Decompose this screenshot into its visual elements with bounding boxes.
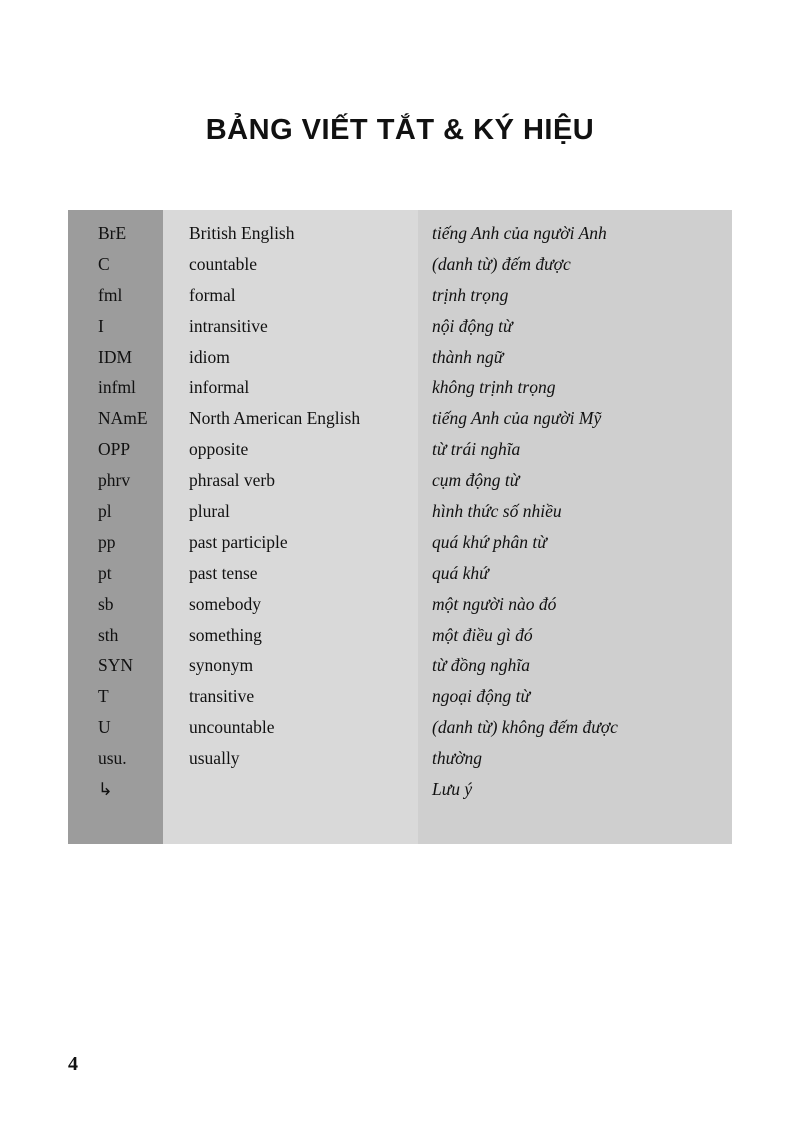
english-meaning: intransitive bbox=[189, 315, 268, 336]
vietnamese-meaning: trịnh trọng bbox=[432, 284, 509, 305]
table-row bbox=[0, 624, 800, 655]
abbreviation-table bbox=[0, 222, 800, 809]
vietnamese-meaning: (danh từ) đếm được bbox=[432, 253, 571, 274]
page-title: BẢNG VIẾT TẮT & KÝ HIỆU bbox=[205, 114, 595, 146]
vietnamese-meaning: tiếng Anh của người Anh bbox=[432, 223, 607, 243]
page-number: 4 bbox=[68, 1053, 78, 1075]
english-meaning: uncountable bbox=[189, 717, 275, 738]
english-meaning: phrasal verb bbox=[189, 470, 276, 491]
abbreviation: IDM bbox=[98, 346, 133, 367]
table-row bbox=[0, 654, 800, 685]
table-row bbox=[0, 407, 800, 438]
table-row bbox=[0, 376, 800, 407]
vietnamese-meaning: một điều gì đó bbox=[432, 624, 533, 645]
vietnamese-meaning: quá khứ bbox=[432, 562, 489, 583]
table-row bbox=[0, 284, 800, 315]
english-meaning: countable bbox=[189, 253, 258, 274]
abbreviation: OPP bbox=[98, 439, 131, 460]
english-meaning: opposite bbox=[189, 439, 249, 460]
table-row bbox=[0, 747, 800, 778]
english-meaning: North American English bbox=[189, 408, 361, 429]
english-meaning: something bbox=[189, 624, 262, 645]
abbreviation: pp bbox=[98, 531, 116, 552]
english-meaning: synonym bbox=[189, 655, 254, 676]
vietnamese-meaning: tiếng Anh của người Mỹ bbox=[432, 408, 602, 429]
vietnamese-meaning: quá khứ phân từ bbox=[432, 531, 547, 552]
vietnamese-meaning: từ trái nghĩa bbox=[432, 439, 521, 460]
abbreviation: fml bbox=[98, 284, 123, 305]
abbreviation: usu. bbox=[98, 748, 127, 769]
abbreviation: sb bbox=[98, 593, 114, 614]
abbreviation: SYN bbox=[98, 655, 134, 676]
vietnamese-meaning: Lưu ý bbox=[432, 779, 473, 800]
note-arrow-icon: ↳ bbox=[98, 779, 113, 800]
vietnamese-meaning: không trịnh trọng bbox=[432, 377, 556, 398]
table-row bbox=[0, 222, 800, 253]
table-row bbox=[0, 531, 800, 562]
abbreviation: I bbox=[98, 315, 104, 336]
english-meaning: informal bbox=[189, 377, 250, 398]
vietnamese-meaning: từ đồng nghĩa bbox=[432, 655, 531, 676]
vietnamese-meaning: hình thức số nhiều bbox=[432, 501, 562, 522]
table-row bbox=[0, 500, 800, 531]
abbreviation: NAmE bbox=[98, 408, 148, 429]
table-row bbox=[0, 253, 800, 284]
table-row bbox=[0, 438, 800, 469]
english-meaning: somebody bbox=[189, 593, 261, 614]
table-row bbox=[0, 346, 800, 377]
abbreviation: phrv bbox=[98, 470, 131, 491]
abbreviation: BrE bbox=[98, 223, 127, 243]
vietnamese-meaning: (danh từ) không đếm được bbox=[432, 717, 618, 738]
vietnamese-meaning: nội động từ bbox=[432, 315, 513, 336]
abbreviation: T bbox=[98, 686, 109, 707]
table-row bbox=[0, 778, 800, 809]
abbreviation: sth bbox=[98, 624, 119, 645]
abbreviation: C bbox=[98, 253, 110, 274]
english-meaning: formal bbox=[189, 284, 236, 305]
english-meaning: plural bbox=[189, 501, 230, 522]
table-row bbox=[0, 469, 800, 500]
english-meaning: past tense bbox=[189, 562, 258, 583]
vietnamese-meaning: ngoại động từ bbox=[432, 686, 531, 707]
english-meaning: idiom bbox=[189, 346, 230, 367]
abbreviation: pt bbox=[98, 562, 112, 583]
english-meaning: British English bbox=[189, 223, 295, 243]
english-meaning: transitive bbox=[189, 686, 255, 707]
table-row bbox=[0, 315, 800, 346]
vietnamese-meaning: thường bbox=[432, 748, 482, 769]
table-row bbox=[0, 593, 800, 624]
abbreviation: pl bbox=[98, 501, 112, 522]
table-row bbox=[0, 716, 800, 747]
vietnamese-meaning: thành ngữ bbox=[432, 346, 504, 367]
abbreviation: infml bbox=[98, 377, 136, 398]
abbreviation: U bbox=[98, 717, 111, 738]
table-row bbox=[0, 685, 800, 716]
vietnamese-meaning: một người nào đó bbox=[432, 593, 557, 614]
english-meaning: past participle bbox=[189, 531, 288, 552]
vietnamese-meaning: cụm động từ bbox=[432, 470, 520, 491]
english-meaning: usually bbox=[189, 748, 240, 769]
table-row bbox=[0, 562, 800, 593]
